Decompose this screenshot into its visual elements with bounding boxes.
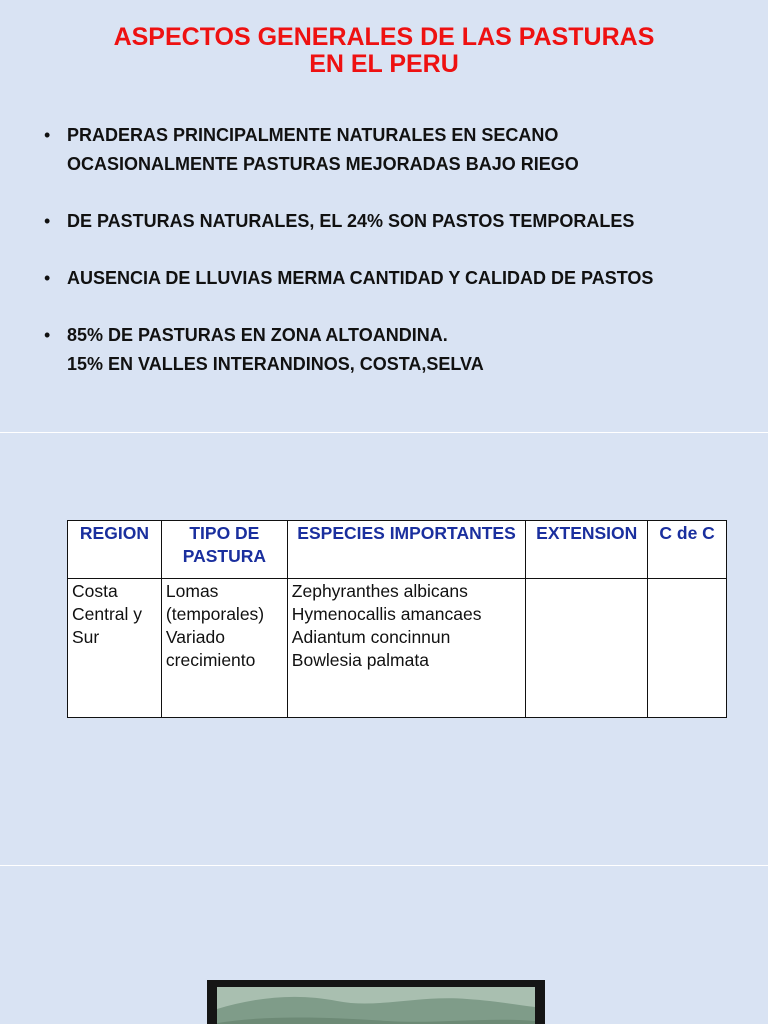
slide-title-line-1: ASPECTOS GENERALES DE LAS PASTURAS — [113, 23, 655, 51]
slide-pasture-table — [0, 433, 768, 865]
slide-title-line-2: EN EL PERU — [309, 50, 459, 78]
slide-landscape-photo — [0, 866, 768, 1024]
bullet-text-line: DE PASTURAS NATURALES, EL 24% SON PASTOS TEMPORALES — [67, 211, 635, 231]
hills-icon — [217, 987, 535, 1024]
bullet-dot-icon: • — [44, 268, 51, 288]
bullet-list — [44, 121, 754, 379]
slide-title — [0, 24, 768, 78]
bullet-text-line: PRADERAS PRINCIPALMENTE NATURALES EN SECANO — [67, 125, 559, 145]
bullet-text-line: 15% EN VALLES INTERANDINOS, COSTA,SELVA — [67, 354, 484, 374]
bullet-dot-icon: • — [44, 211, 51, 231]
bullet-item — [44, 321, 754, 379]
column-header-region: REGION — [68, 521, 162, 579]
table-cell-region: Costa Central y Sur — [68, 579, 162, 718]
column-header-cdc: C de C — [648, 521, 727, 579]
pasture-table — [67, 520, 727, 718]
column-header-extension: EXTENSION — [526, 521, 648, 579]
bullet-text-line: 85% DE PASTURAS EN ZONA ALTOANDINA. — [67, 325, 448, 345]
photo-frame — [207, 980, 545, 1024]
bullet-item — [44, 264, 754, 293]
slide-general-aspects — [0, 0, 768, 432]
table-row — [68, 579, 727, 718]
bullet-dot-icon: • — [44, 325, 51, 345]
bullet-text-line: OCASIONALMENTE PASTURAS MEJORADAS BAJO RIEGO — [67, 154, 579, 174]
column-header-pasture-type: TIPO DE PASTURA — [161, 521, 287, 579]
table-cell-pasture-type: Lomas (temporales) Variado crecimiento — [161, 579, 287, 718]
bullet-item — [44, 121, 754, 179]
table-header-row — [68, 521, 727, 579]
table-cell-extension — [526, 579, 648, 718]
bullet-dot-icon: • — [44, 125, 51, 145]
landscape-photo-image — [217, 987, 535, 1024]
bullet-item — [44, 207, 754, 236]
table-cell-species: Zephyranthes albicans Hymenocallis amancaes Adiantum concinnun Bowlesia palmata — [287, 579, 525, 718]
column-header-species: ESPECIES IMPORTANTES — [287, 521, 525, 579]
bullet-text-line: AUSENCIA DE LLUVIAS MERMA CANTIDAD Y CALIDAD DE PASTOS — [67, 268, 654, 288]
table-cell-cdc — [648, 579, 727, 718]
